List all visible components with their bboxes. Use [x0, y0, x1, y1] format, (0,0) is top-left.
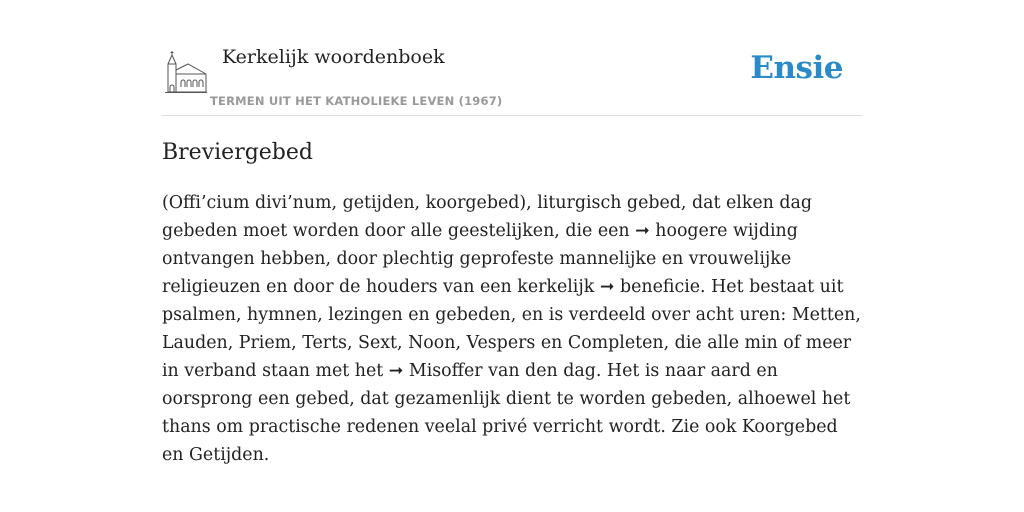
entry-title: Breviergebed	[162, 140, 313, 165]
arrow-icon[interactable]: ➞	[599, 277, 615, 297]
ensie-logo-link[interactable]: Ensie	[750, 50, 843, 86]
entry-text-segment: hoogere wijding ontvangen hebben, door plechtig geprofeste mannelijke en vrouwelijke religieuzen en door de houders van een kerkelijk	[162, 221, 798, 297]
arrow-icon[interactable]: ➞	[388, 361, 404, 381]
church-icon	[165, 50, 207, 94]
entry-text-segment: beneficie. Het bestaat uit psalmen, hymnen, lezingen en gebeden, en is verdeeld over acht uren: Metten, Lauden, Priem, Terts, Sext, Noon, Vespers en Completen, die alle min of meer in verband staan met het	[162, 277, 861, 381]
entry-text-segment: Misoffer van den dag. Het is naar aard en oorsprong een gebed, dat gezamenlijk dient te worden gebeden, alhoewel het thans om practische redenen veelal privé verricht wordt. Zie ook Koorgebed en Getijden.	[162, 361, 851, 465]
header	[162, 40, 862, 116]
book-subtitle: TERMEN UIT HET KATHOLIEKE LEVEN (1967)	[210, 94, 503, 108]
entry-text	[162, 189, 862, 469]
page-container	[162, 40, 862, 469]
book-title-link[interactable]: Kerkelijk woordenboek	[222, 46, 445, 68]
arrow-icon[interactable]: ➞	[635, 221, 650, 241]
entry-text-segment: (Offi’cium divi’num, getijden, koorgebed), liturgisch gebed, dat elken dag gebeden moet worden door alle geestelijken, die een	[162, 193, 813, 241]
